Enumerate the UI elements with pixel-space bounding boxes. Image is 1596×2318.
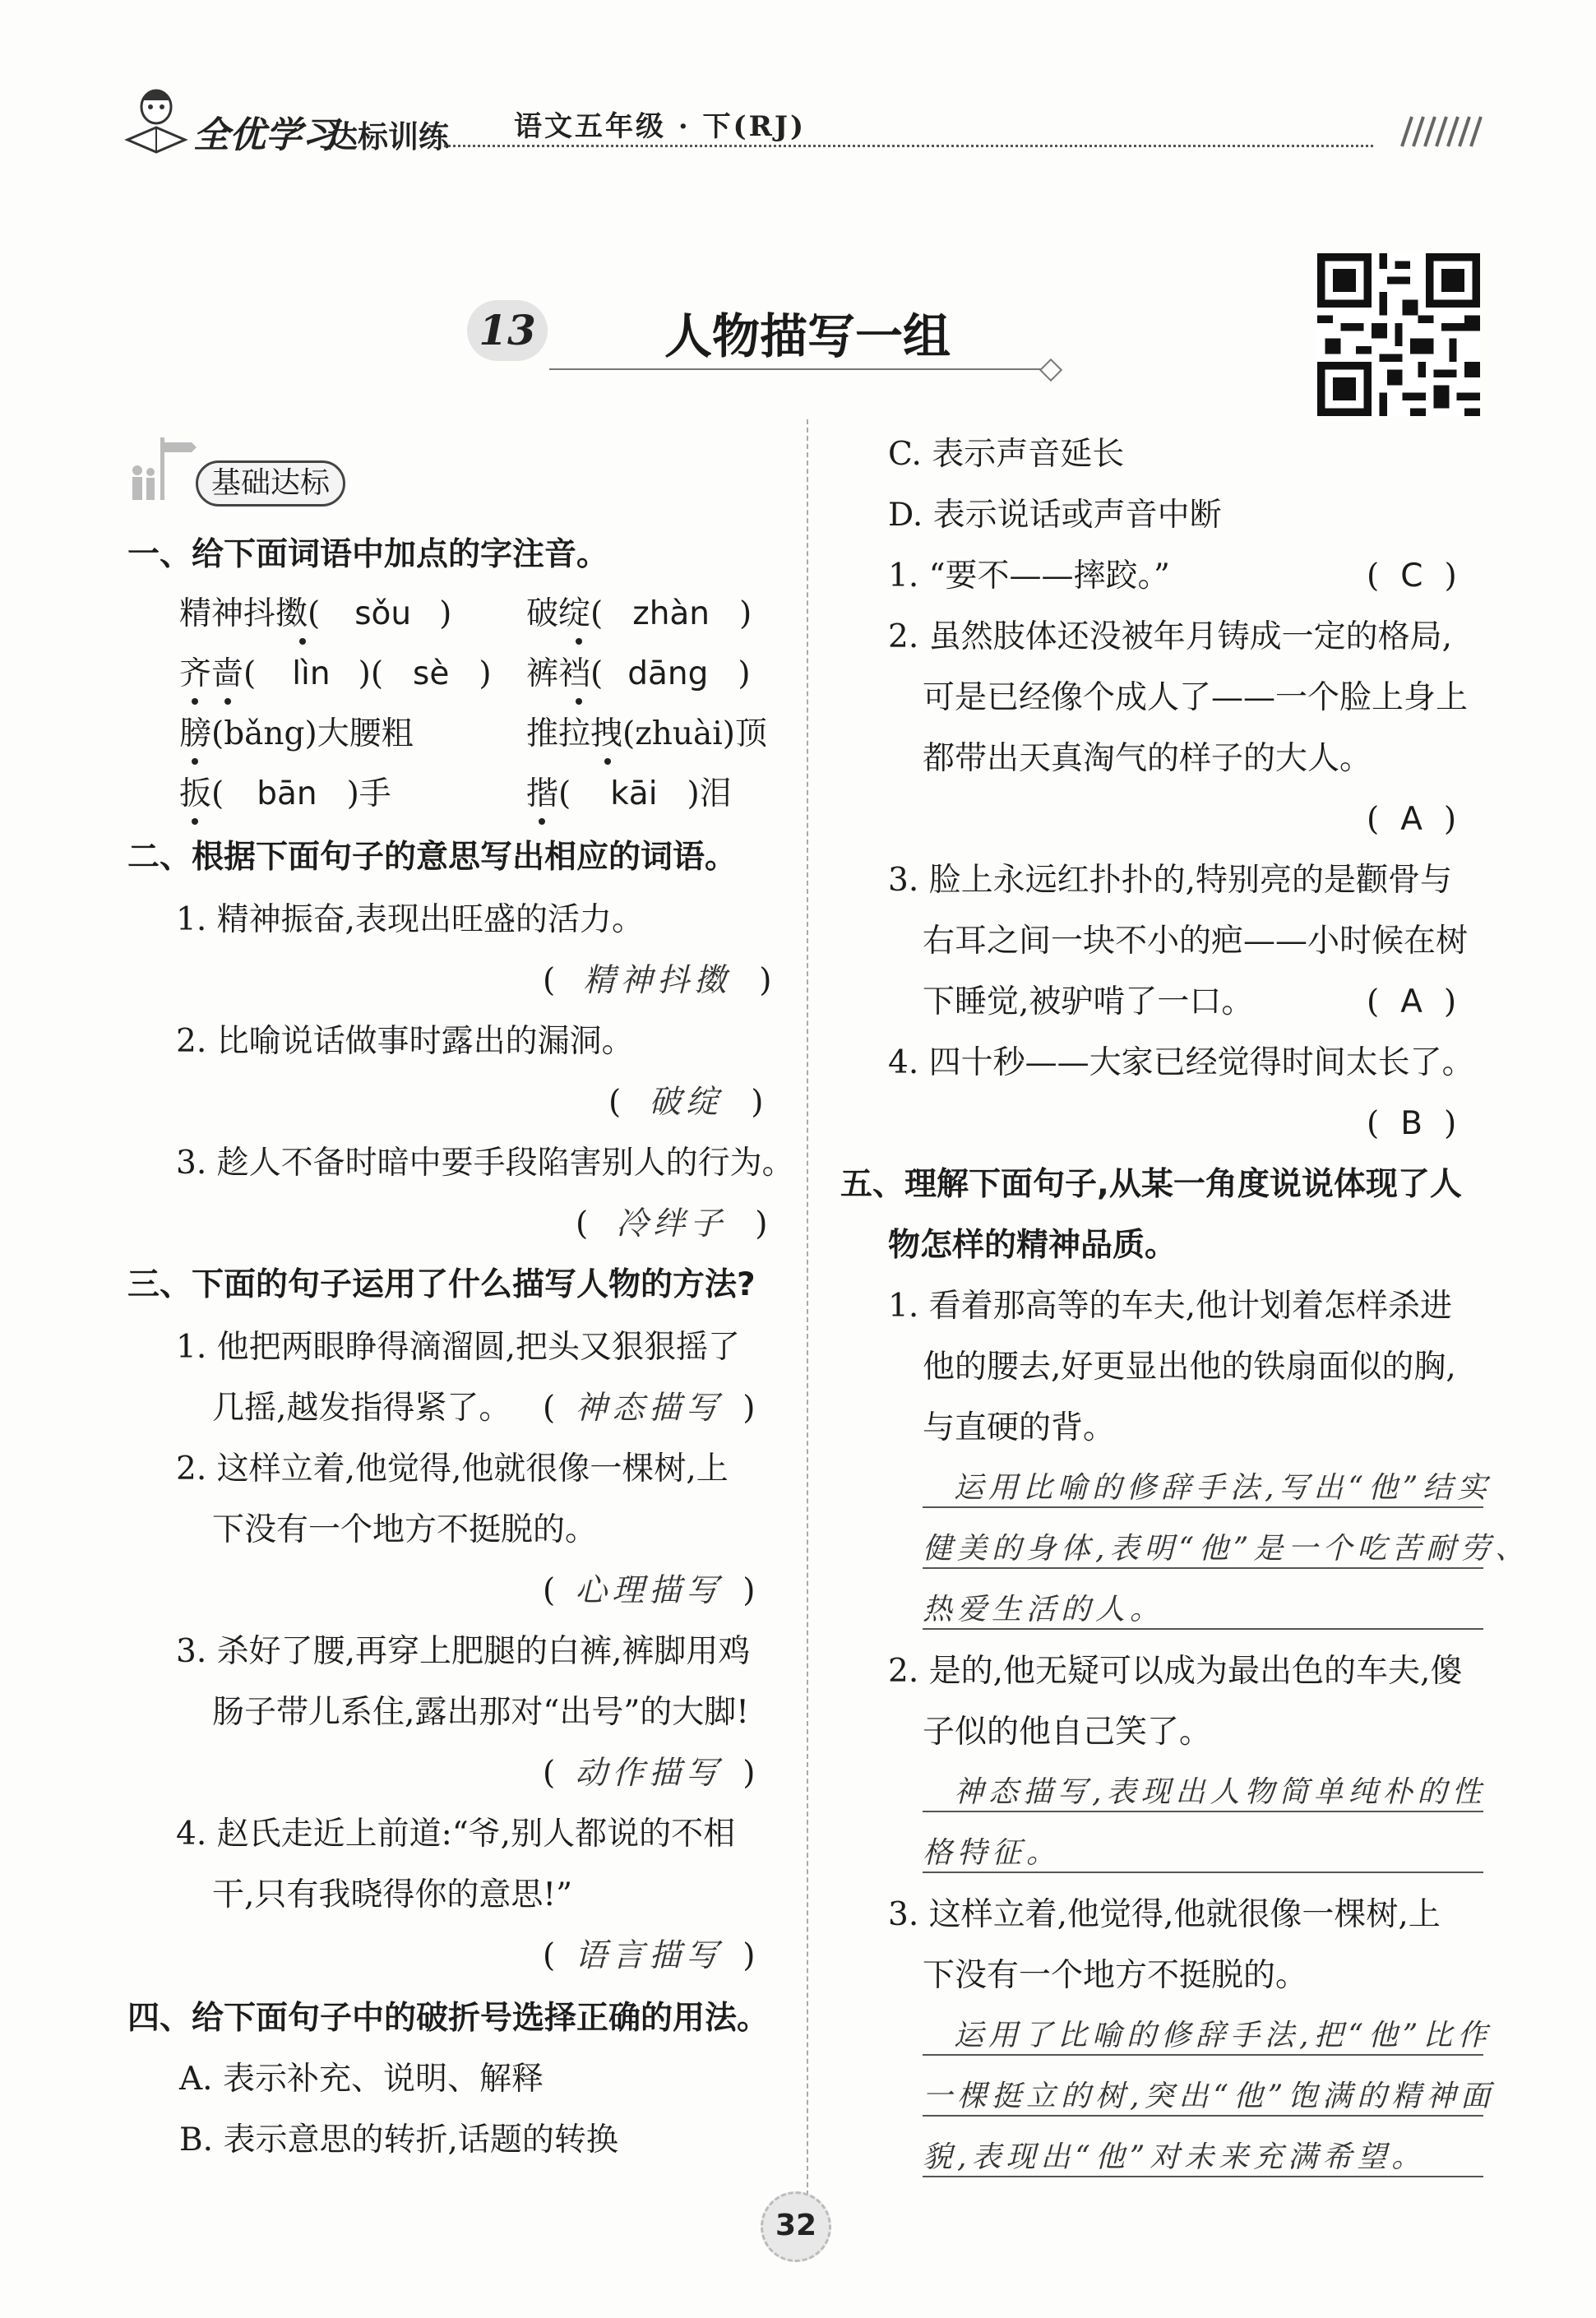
q2-answer-2: ( 破绽 )	[608, 1084, 764, 1121]
series-title: 达标训练	[327, 119, 449, 155]
q1-item-6: 推拉拽(zhuài)顶	[526, 715, 767, 752]
q2-item-3: 3. 趁人不备时暗中要手段陷害别人的行为。	[176, 1145, 794, 1182]
title-underline	[549, 368, 1044, 370]
pinyin-answer: bān	[257, 775, 317, 812]
q3-item-4-line2: 干,只有我晓得你的意思!”	[212, 1876, 573, 1913]
section-tag: 基础达标	[196, 460, 345, 507]
q5-answer-3-line1: 运用了比喻的修辞手法,把“他”比作	[954, 2019, 1492, 2052]
q2-item-2: 2. 比喻说话做事时露出的漏洞。	[176, 1023, 634, 1060]
q1-item-word: 齐啬(	[179, 655, 257, 692]
q1-item-4: 裤裆( dāng )	[526, 655, 751, 692]
q4-option-c: C. 表示声音延长	[888, 436, 1125, 473]
choice-answer: C	[1400, 558, 1423, 595]
q5-item-1-line3: 与直硬的背。	[923, 1409, 1116, 1446]
q5-answer-1-line2: 健美的身体,表明“他”是一个吃苦耐劳、	[923, 1532, 1530, 1566]
course-label: 语文五年级 · 下(RJ)	[514, 110, 807, 143]
answer-line	[923, 2115, 1483, 2117]
answer-line	[923, 1506, 1483, 1508]
q4-item-3-line3: 下睡觉,被驴啃了一口。	[923, 983, 1254, 1020]
q3-item-2-line2: 下没有一个地方不挺脱的。	[212, 1511, 598, 1548]
answer-line	[923, 1628, 1483, 1630]
answer-line	[923, 2176, 1483, 2177]
pinyin-answer: kāi	[610, 775, 658, 812]
handwritten-answer: 心理描写	[575, 1572, 724, 1609]
pinyin-answer: dāng	[627, 655, 709, 692]
q1-item-1: 精神抖擞( sǒu )	[179, 595, 452, 632]
q5-item-2-line2: 子似的他自己笑了。	[923, 1714, 1212, 1751]
q1-title: 一、给下面词语中加点的字注音。	[127, 536, 609, 573]
answer-line	[923, 1872, 1483, 1873]
q5-item-1-line1: 1. 看着那高等的车夫,他计划着怎样杀进	[888, 1288, 1453, 1325]
q4-item-4: 4. 四十秒——大家已经觉得时间太长了。	[888, 1044, 1474, 1081]
q3-item-1-line1: 1. 他把两眼睁得滴溜圆,把头又狠狠摇了	[176, 1329, 741, 1366]
q4-answer-2: ( A )	[1367, 801, 1457, 838]
q1-item-7: 扳( bān )手	[179, 775, 391, 812]
q1-item-word: 精神抖擞(	[179, 595, 321, 632]
q3-answer-1: ( 神态描写 )	[543, 1390, 756, 1427]
emphasis-dot	[299, 638, 306, 645]
page-number: 32	[775, 2209, 817, 2242]
q5-answer-1-line3: 热爱生活的人。	[923, 1593, 1165, 1626]
q3-answer-3: ( 动作描写 )	[543, 1755, 756, 1792]
header-stripes-decoration	[1398, 115, 1488, 148]
q5-answer-2-line2: 格特征。	[923, 1836, 1062, 1870]
handwritten-answer: 冷绊子	[616, 1205, 728, 1242]
q3-item-3-line1: 3. 杀好了腰,再穿上肥腿的白裤,裤脚用鸡	[176, 1633, 751, 1670]
choice-answer: B	[1400, 1105, 1423, 1142]
q4-option-b: B. 表示意思的转折,话题的转换	[179, 2121, 618, 2158]
emphasis-dot	[192, 758, 198, 765]
answer-line	[923, 2054, 1483, 2056]
q4-answer-4: ( B )	[1367, 1105, 1457, 1142]
q5-answer-2-line1: 神态描写,表现出人物简单纯朴的性	[954, 1775, 1487, 1809]
emphasis-dot	[576, 638, 582, 645]
choice-answer: A	[1400, 801, 1423, 838]
q5-item-2-line1: 2. 是的,他无疑可以成为最出色的车夫,傻	[888, 1653, 1463, 1690]
q3-item-3-line2: 肠子带儿系住,露出那对“出号”的大脚!	[212, 1694, 749, 1731]
q4-option-d: D. 表示说话或声音中断	[888, 497, 1222, 534]
q4-item-2-line2: 可是已经像个成人了——一个脸上身上	[923, 679, 1469, 716]
q3-item-2-line1: 2. 这样立着,他觉得,他就很像一棵树,上	[176, 1450, 729, 1487]
choice-answer: A	[1400, 983, 1423, 1020]
lesson-title: 人物描写一组	[664, 308, 951, 364]
emphasis-dot	[192, 698, 198, 705]
q4-item-3-line2: 右耳之间一块不小的疤——小时候在树	[923, 923, 1469, 960]
lesson-number: 13	[479, 306, 536, 354]
q3-item-1-line2: 几摇,越发指得紧了。	[212, 1390, 511, 1427]
q1-item-word: 揩(	[526, 775, 571, 812]
q2-item-1: 1. 精神振奋,表现出旺盛的活力。	[176, 901, 645, 938]
q1-item-word: 裤裆(	[526, 655, 604, 692]
q5-answer-1-line1: 运用比喻的修辞手法,写出“他”结实	[954, 1471, 1492, 1505]
q1-item-word: 破绽(	[526, 595, 604, 632]
signpost-icon	[127, 436, 197, 502]
answer-line	[923, 1811, 1483, 1812]
q5-title-line1: 五、理解下面句子,从某一角度说说体现了人	[840, 1166, 1462, 1203]
handwritten-answer: 破绽	[649, 1084, 724, 1121]
handwritten-answer: 精神抖擞	[583, 962, 732, 999]
q4-item-3-line1: 3. 脸上永远红扑扑的,特别亮的是颧骨与	[888, 862, 1453, 899]
q4-item-2-line3: 都带出天真淘气的样子的大人。	[923, 740, 1372, 777]
q3-answer-4: ( 语言描写 )	[543, 1937, 756, 1974]
q5-answer-3-line3: 貌,表现出“他”对未来充满希望。	[923, 2140, 1427, 2174]
q5-title-line2: 物怎样的精神品质。	[888, 1227, 1177, 1264]
student-reading-icon	[111, 82, 201, 160]
q4-item-2-line1: 2. 虽然肢体还没被年月铸成一定的格局,	[888, 618, 1453, 655]
q4-title: 四、给下面句子中的破折号选择正确的用法。	[127, 2000, 770, 2037]
handwritten-answer: 语言描写	[575, 1937, 724, 1974]
q2-answer-3: ( 冷绊子 )	[576, 1205, 768, 1242]
q4-item-1: 1. “要不——摔跤。”	[888, 558, 1170, 595]
q2-title: 二、根据下面句子的意思写出相应的词语。	[127, 839, 738, 876]
q4-answer-1: ( C )	[1367, 558, 1457, 595]
pinyin-answer: zhàn	[632, 595, 710, 632]
handwritten-answer: 神态描写	[575, 1390, 724, 1427]
emphasis-dot	[539, 818, 545, 825]
q4-option-a: A. 表示补充、说明、解释	[179, 2061, 544, 2098]
q5-item-1-line2: 他的腰去,好更显出他的铁扇面似的胸,	[923, 1349, 1456, 1386]
handwritten-answer: 动作描写	[575, 1755, 724, 1792]
emphasis-dot	[224, 698, 231, 705]
q5-item-3-line2: 下没有一个地方不挺脱的。	[923, 1957, 1308, 1994]
title-underline-diamond	[1039, 359, 1062, 382]
brand-logo: 全优学习	[193, 114, 338, 156]
column-divider	[807, 419, 808, 2195]
q3-title: 三、下面的句子运用了什么描写人物的方法?	[127, 1266, 756, 1303]
pinyin-answer: sǒu	[354, 595, 412, 632]
emphasis-dot	[576, 698, 582, 705]
pinyin-answer: sè	[413, 655, 450, 692]
answer-line	[923, 1567, 1483, 1569]
q4-answer-3: ( A )	[1367, 983, 1457, 1020]
q1-item-3: 齐啬( lìn )( sè )	[179, 655, 492, 692]
qr-code-icon[interactable]	[1317, 253, 1480, 416]
q3-item-4-line1: 4. 赵氏走近上前道:“爷,别人都说的不相	[176, 1816, 736, 1853]
q5-item-3-line1: 3. 这样立着,他觉得,他就很像一棵树,上	[888, 1896, 1441, 1933]
header-dotted-rule	[444, 145, 1373, 147]
q3-answer-2: ( 心理描写 )	[543, 1572, 756, 1609]
header	[0, 0, 1596, 164]
q1-item-8: 揩( kāi )泪	[526, 775, 732, 812]
q5-answer-3-line2: 一棵挺立的树,突出“他”饱满的精神面	[923, 2080, 1496, 2113]
q1-item-word: 扳(	[179, 775, 224, 812]
q2-answer-1: ( 精神抖擞 )	[543, 962, 772, 999]
emphasis-dot	[604, 758, 611, 765]
q1-item-5: 膀(bǎng)大腰粗	[179, 715, 414, 752]
emphasis-dot	[192, 818, 198, 825]
q1-item-2: 破绽( zhàn )	[526, 595, 752, 632]
pinyin-answer: lìn	[292, 655, 331, 692]
